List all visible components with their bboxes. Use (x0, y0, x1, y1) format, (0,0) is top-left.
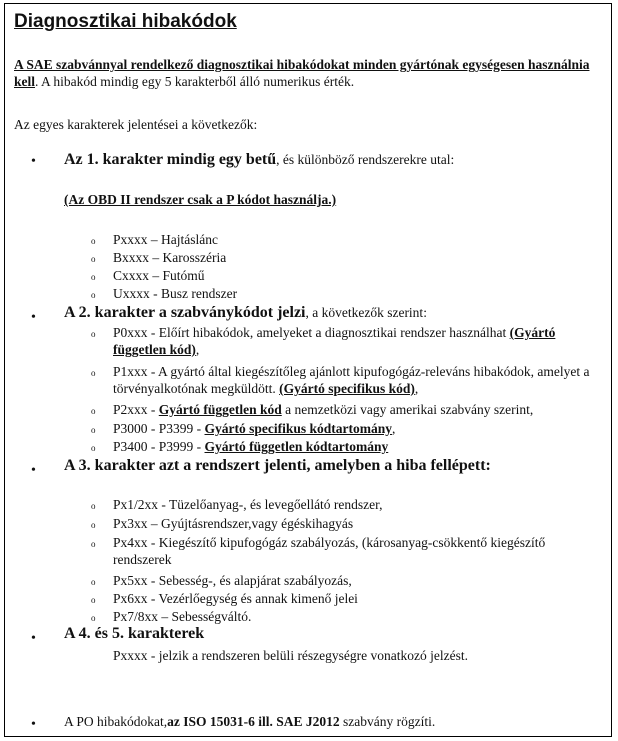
list-item (113, 324, 593, 358)
code-bold: Gyártó specifikus kódtartomány (204, 421, 393, 436)
list-item (113, 438, 388, 455)
sub-bullet: o (91, 406, 96, 416)
sub-bullet: o (91, 577, 96, 587)
code-tail: , (414, 381, 419, 396)
code-text: - (193, 421, 205, 436)
sub-bullet: o (91, 368, 96, 378)
code: P2xxx (113, 402, 148, 417)
sub-bullet: o (91, 425, 96, 435)
footer-bold: az ISO 15031-6 ill. SAE J2012 (167, 714, 340, 729)
section4-heading (64, 625, 204, 643)
footer-mid: hibakódokat, (93, 714, 168, 729)
code-bold: Gyártó független kódtartomány (204, 439, 389, 454)
sub-bullet: o (91, 290, 96, 300)
section4-bold: A 4. és 5. karakterek (64, 625, 205, 642)
list-item: Pxxxx – Hajtáslánc (113, 232, 218, 247)
sub-bullet: o (91, 520, 96, 530)
code-bold: (Gyártó független kód) (113, 325, 556, 357)
list-item: Px7/8xx – Sebességváltó. (113, 609, 252, 624)
code-bold: Gyártó független kód (158, 402, 282, 417)
section4-text: Pxxxx - jelzik a rendszeren belüli részegységre vonatkozó jelzést. (113, 648, 468, 663)
code: P0xxx (113, 325, 148, 340)
section1-bold: Az 1. karakter mindig egy betű (64, 151, 277, 168)
sub-bullet: o (91, 443, 96, 453)
code-text: - A gyártó által kiegészítőleg ajánlott kipufogógáz-releváns hibakódok, amelyet a törvényalkotónak megküldött. (113, 364, 590, 396)
code-bold: (Gyártó specifikus kód) (279, 381, 415, 396)
code-tail: , (195, 342, 200, 357)
sub-bullet: o (91, 539, 96, 549)
list-item: Cxxxx – Futómű (113, 268, 205, 283)
list-item: Px6xx - Vezérlőegység és annak kimenő jelei (113, 591, 358, 606)
code: P1xxx (113, 364, 148, 379)
code-tail: , (392, 421, 396, 436)
code-text: - (147, 402, 159, 417)
section3-heading (64, 457, 491, 475)
obd-note: (Az OBD II rendszer csak a P kódot használja.) (64, 192, 337, 207)
section1-note (64, 192, 336, 208)
list-item: Px3xx – Gyújtásrendszer,vagy égéskihagyás (113, 516, 354, 531)
bullet: • (31, 717, 36, 732)
intro-bold: A SAE szabvánnyal rendelkező diagnosztikai hibakódokat minden gyártónak egységesen használnia kell (14, 57, 590, 89)
sub-bullet: o (91, 272, 96, 282)
code-text: - Előírt hibakódok, amelyeket a diagnosztikai rendszer használhat (147, 325, 507, 340)
list-item: Bxxxx – Karosszéria (113, 250, 227, 265)
sub-bullet: o (91, 595, 96, 605)
sub-bullet: o (91, 236, 96, 246)
footer-pre: A PO (64, 714, 94, 729)
section1-rest: , és különböző rendszerekre utal: (276, 152, 455, 167)
footer-rest: szabvány rögzíti. (339, 714, 436, 729)
section2-heading (64, 304, 427, 322)
section2-bold: A 2. karakter a szabványkódot jelzi (64, 304, 306, 321)
list-item (113, 363, 593, 397)
bullet: • (31, 631, 36, 646)
list-item: Px4xx - Kiegészítő kipufogógáz szabályozás, (károsanyag-csökkentő kiegészítő rendszerek (113, 535, 546, 567)
list-item: Uxxxx - Busz rendszer (113, 286, 238, 301)
page-title: Diagnosztikai hibakódok (14, 11, 237, 32)
sub-bullet: o (91, 501, 96, 511)
code: P3000 - P3399 (113, 421, 194, 436)
intro-rest: . A hibakód mindig egy 5 karakterből álló numerikus érték. (35, 74, 355, 89)
sub-bullet: o (91, 329, 96, 339)
document-page (4, 3, 612, 737)
footer-line (64, 714, 435, 730)
list-item: Px5xx - Sebesség-, és alapjárat szabályozás, (113, 573, 352, 588)
list-item: Px1/2xx - Tüzelőanyag-, és levegőellátó rendszer, (113, 497, 383, 512)
intro-paragraph (14, 56, 604, 90)
bullet: • (31, 154, 36, 169)
section1-heading (64, 151, 454, 169)
meaning-intro: Az egyes karakterek jelentései a következők: (14, 117, 258, 132)
section2-rest: , a következők szerint: (305, 305, 427, 320)
list-item (113, 401, 533, 418)
section3-bold: A 3. karakter azt a rendszert jelenti, amelyben a hiba fellépett: (64, 457, 491, 474)
sub-bullet: o (91, 613, 96, 623)
code: P3400 - P3999 (113, 439, 194, 454)
bullet: • (31, 310, 36, 325)
code-text: - (193, 439, 205, 454)
sub-bullet: o (91, 254, 96, 264)
code-tail: a nemzetközi vagy amerikai szabvány szerint, (281, 402, 534, 417)
bullet: • (31, 463, 36, 478)
list-item (113, 420, 395, 437)
